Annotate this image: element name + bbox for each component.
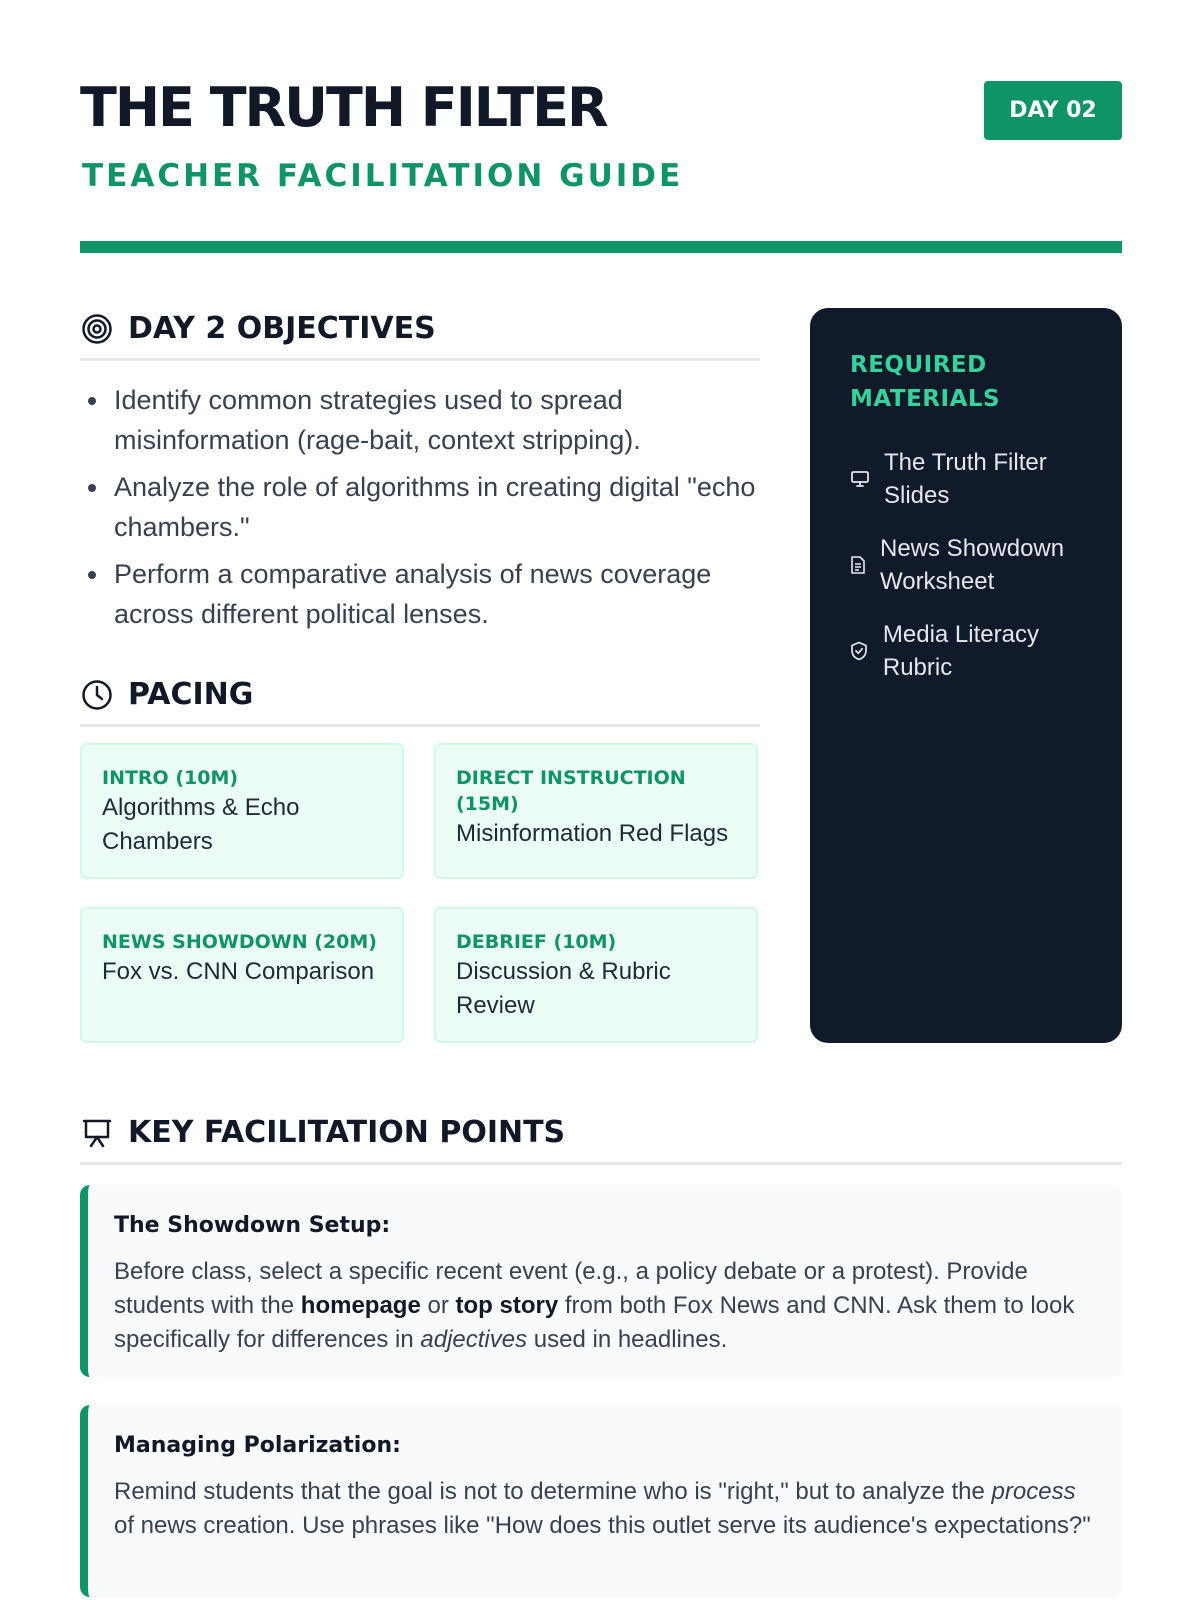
pacing-title: PACING [128, 677, 254, 712]
point-emphasis: homepage [300, 1292, 421, 1319]
material-label: News Showdown Worksheet [880, 535, 1065, 595]
point-emphasis: adjectives [420, 1326, 528, 1353]
facilitation-point-showdown-setup [80, 1185, 1122, 1377]
point-text: or [420, 1292, 456, 1319]
page-title: THE TRUTH FILTER [80, 76, 607, 139]
material-item [850, 618, 1082, 684]
point-text: from both Fox News and CNN. Ask them to look specifically for differences in [114, 1292, 1075, 1353]
pacing-heading [80, 673, 760, 727]
point-title: Managing Polarization: [114, 1433, 401, 1458]
facilitation-point-managing-polarization [80, 1405, 1122, 1597]
point-title: The Showdown Setup: [114, 1213, 391, 1238]
list-item: Identify common strategies used to spread misinformation (rage-bait, context stripping). [80, 380, 760, 460]
pacing-label: INTRO (10M) [102, 767, 239, 789]
presentation-icon [850, 469, 870, 489]
pacing-label: DIRECT INSTRUCTION (15M) [456, 767, 686, 815]
pacing-card-debrief [434, 907, 758, 1043]
list-item: Perform a comparative analysis of news coverage across different political lenses. [80, 554, 760, 634]
objectives-heading [80, 307, 760, 361]
point-text: used in headlines. [527, 1326, 728, 1353]
pacing-card-intro [80, 743, 404, 879]
pacing-topic: Misinformation Red Flags [456, 820, 729, 847]
point-text: of news creation. Use phrases like "How does this outlet serve its audience's expectations?" [114, 1512, 1091, 1539]
document-icon [850, 555, 866, 575]
facilitation-title: KEY FACILITATION POINTS [128, 1115, 566, 1150]
facilitation-heading [80, 1111, 1122, 1165]
pacing-card-direct-instruction [434, 743, 758, 879]
material-label: Media Literacy Rubric [882, 621, 1039, 681]
pacing-topic: Fox vs. CNN Comparison [102, 958, 375, 985]
material-item [850, 446, 1082, 512]
point-emphasis: top story [455, 1292, 559, 1319]
target-icon [80, 312, 114, 346]
page-subtitle: TEACHER FACILITATION GUIDE [82, 158, 684, 194]
point-body [114, 1475, 1092, 1543]
objectives-title: DAY 2 OBJECTIVES [128, 311, 436, 346]
material-item [850, 532, 1082, 598]
shield-check-icon [850, 641, 869, 661]
pacing-topic: Discussion & Rubric Review [456, 958, 671, 1019]
presentation-board-icon [80, 1116, 114, 1150]
day-badge: DAY 02 [984, 81, 1122, 140]
list-item: Analyze the role of algorithms in creating digital "echo chambers." [80, 467, 760, 547]
materials-panel [810, 308, 1122, 1043]
clock-icon [80, 678, 114, 712]
materials-title: REQUIRED MATERIALS [850, 352, 1001, 412]
point-emphasis: process [991, 1478, 1076, 1505]
header-divider [80, 241, 1122, 253]
material-label: The Truth Filter Slides [884, 449, 1047, 509]
point-text: Before class, select a specific recent event (e.g., a policy debate or a protest). Provide students with the [114, 1258, 1028, 1319]
point-text: Remind students that the goal is not to determine who is "right," but to analyze the [114, 1478, 992, 1505]
point-body [114, 1255, 1092, 1357]
pacing-label: NEWS SHOWDOWN (20M) [102, 931, 377, 953]
pacing-card-news-showdown [80, 907, 404, 1043]
pacing-label: DEBRIEF (10M) [456, 931, 617, 953]
objectives-list [80, 380, 760, 641]
pacing-topic: Algorithms & Echo Chambers [102, 794, 300, 855]
